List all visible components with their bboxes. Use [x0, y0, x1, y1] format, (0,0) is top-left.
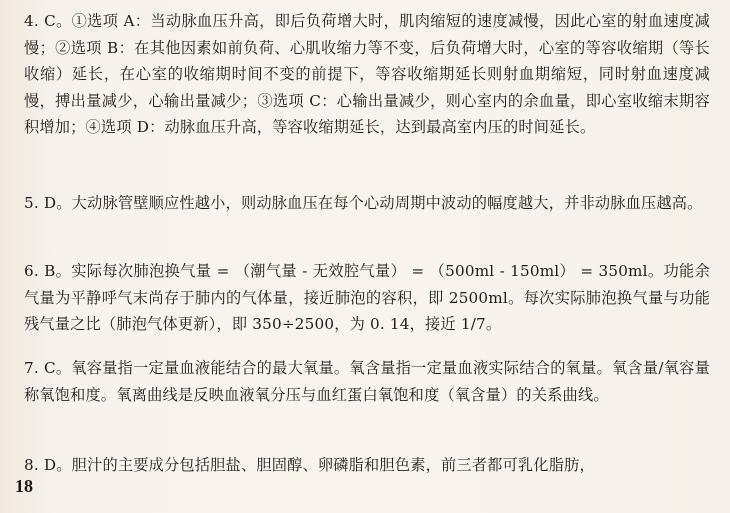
answer-paragraph-5: 5. D。大动脉管壁顺应性越小，则动脉血压在每个心动周期中波动的幅度越大，并非动脉血压越高。 [24, 194, 703, 212]
page-number: 18 [15, 476, 33, 496]
answer-paragraph-6: 6. B。实际每次肺泡换气量 = （潮气量 - 无效腔气量） = （500ml - 150ml） = 350ml。功能余气量为平静呼气末尚存于肺内的气体量，接近肺泡的容积，即 2500ml。每次实际肺泡换气量与功能残气量之比（肺泡气体更新），即 350÷2500，为 0. 14，接近 1/7。 [24, 262, 710, 333]
answer-paragraph-7: 7. C。氧容量指一定量血液能结合的最大氧量。氧含量指一定量血液实际结合的氧量。氧含量/氧容量称氧饱和度。氧离曲线是反映血液氧分压与血红蛋白氧饱和度（氧含量）的关系曲线。 [24, 359, 710, 404]
answer-paragraph-8: 8. D。胆汁的主要成分包括胆盐、胆固醇、卵磷脂和胆色素，前三者都可乳化脂肪， [24, 456, 595, 474]
answer-paragraph-4: 4. C。①选项 A：当动脉血压升高，即后负荷增大时，肌肉缩短的速度减慢，因此心室的射血速度减慢；②选项 B：在其他因素如前负荷、心肌收缩力等不变，后负荷增大时，心室的等容收缩期（等长收缩）延长，在心室的收缩期时间不变的前提下，等容收缩期延长则射血期缩短，同时射血速度减慢，搏出量减少，心输出量减少；③选项 C：心输出量减少，则心室内的余血量，即心室收缩末期容积增加；④选项 D：动脉血压升高，等容收缩期延长，达到最高室内压的时间延长。 [24, 12, 710, 136]
